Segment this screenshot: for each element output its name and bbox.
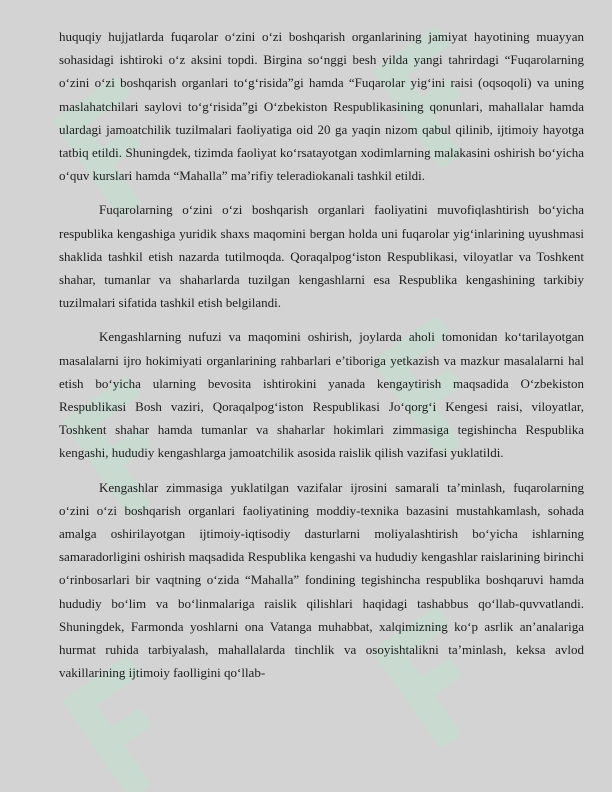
paragraph-council-status: Kengashlarning nufuzi va maqomini oshirish, joylarda aholi tomonidan ko‘tarilayotgan masalalarni ijro hokimiyati organlarining rahbarlari e’tiboriga yetkazish va mazkur masalalarni hal etish bo‘yicha ularning bevosita ishtirokini yanada kengaytirish maqsadida O‘zbekiston Respublikasi Bosh vaziri, Qoraqalpog‘iston Respublikasi Jo‘qorg‘i Kengesi raisi, viloyatlar, Toshkent shahar hamda tumanlar va shaharlar hokimlari zimmasiga tegishincha Respublika kengashi, hududiy kengashlarga jamoatchilik asosida raislik qilish vazifasi yuklatildi.: [59, 329, 584, 461]
paragraph-continued: huquqiy hujjatlarda fuqarolar o‘zini o‘zi boshqarish organlarining jamiyat hayotining muayyan sohasidagi ishtiroki o‘z aksini topdi. Birgina so‘nggi besh yilda yangi tahrirdagi “Fuqarolarning o‘zini o‘zi boshqarish organlari to‘g‘risida”gi hamda “Fuqarolar yig‘ini raisi (oqsoqoli) va uning maslahatchilari saylovi to‘g‘risida”gi O‘zbekiston Respublikasining qonunlari, mahallalar hamda ulardagi jamoatchilik tuzilmalari faoliyatiga oid 20 ga yaqin nizom qabul qilinib, ijtimoiy hayotga tatbiq etildi. Shuningdek, tizimda faoliyat ko‘rsatayotgan xodimlarning malakasini oshirish bo‘yicha o‘quv kurslari hamda “Mahalla” ma’rifiy teleradiokanali tashkil etildi.: [59, 29, 584, 184]
paragraph-council-tasks: Kengashlar zimmasiga yuklatilgan vazifalar ijrosini samarali ta’minlash, fuqarolarning o‘zini o‘zi boshqarish organlari faoliyatining moddiy-texnika bazasini mustahkamlash, sohada amalga oshirilayotgan ijtimoiy-iqtisodiy dasturlarni moliyalashtirish bo‘yicha ishlarning samaradorligini oshirish maqsadida Respublika kengashi va hududiy kengashlar raislarining birinchi o‘rinbosarlari bir vaqtning o‘zida “Mahalla” fondining tegishincha respublika boshqaruvi hamda hududiy bo‘lim va bo‘linmalariga raislik qilishlari haqidagi tashabbus qo‘llab-quvvatlandi. Shuningdek, Farmonda yoshlarni ona Vatanga muhabbat, xalqimizning ko‘p asrlik an’analariga hurmat ruhida tarbiyalash, mahallalarda tinchlik va osoyishtalikni ta’minlash, keksa avlod vakillarining ijtimoiy faolligini qo‘llab-: [59, 479, 584, 681]
paragraph-republic-council: Fuqarolarning o‘zini o‘zi boshqarish organlari faoliyatini muvofiqlashtirish bo‘yicha respublika kengashiga yuridik shaxs maqomini bergan holda uni fuqarolar yig‘inlarining uyushmasi shaklida tashkil etish nazarda tutilmoqda. Qoraqalpog‘iston Respublikasi, viloyatlar va Toshkent shahar, tumanlar va shaharlarda tuzilgan kengashlarni esa Respublika kengashining tarkibiy tuzilmalari sifatida tashkil etish belgilandi.: [59, 202, 584, 311]
document-page: [59, 25, 584, 684]
